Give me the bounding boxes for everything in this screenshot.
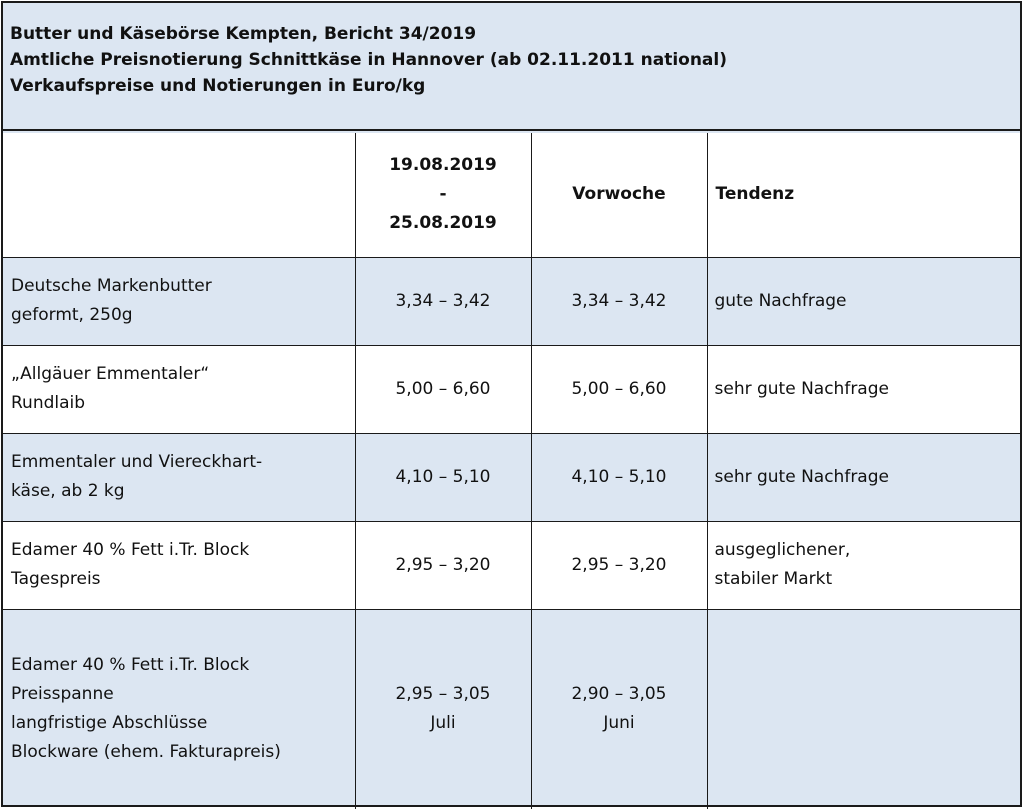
product-cell: [3, 257, 355, 345]
trend-line: gute Nachfrage: [714, 290, 847, 311]
product-cell: [3, 345, 355, 433]
trend-line: stabiler Markt: [714, 569, 833, 589]
table-header-row: [3, 133, 1020, 257]
trend-cell: [707, 433, 1020, 521]
product-cell: [3, 433, 355, 521]
report-unit-note: Verkaufspreise und Notierungen in Euro/kg: [10, 76, 426, 96]
previous-price: 3,34 – 3,42: [531, 257, 707, 345]
product-line: Rundlaib: [11, 393, 86, 413]
product-line: Edamer 40 % Fett i.Tr. Block: [11, 655, 250, 676]
product-line: käse, ab 2 kg: [11, 481, 125, 501]
product-line: Preisspanne: [11, 684, 114, 705]
trend-cell: [707, 345, 1020, 433]
period-separator: -: [439, 184, 447, 205]
previous-price: 5,00 – 6,60: [531, 345, 707, 433]
price-report-table-frame: [1, 1, 1022, 807]
price-range: 2,90 – 3,05: [571, 684, 667, 705]
current-price: 5,00 – 6,60: [355, 345, 531, 433]
product-line: Emmentaler und Viereckhart-: [11, 452, 263, 472]
period-to: 25.08.2019: [389, 213, 497, 234]
table-row: [3, 345, 1020, 433]
report-subtitle: Amtliche Preisnotierung Schnittkäse in Hannover (ab 02.11.2011 national): [10, 50, 728, 70]
product-line: geformt, 250g: [11, 305, 133, 325]
report-header: [3, 3, 1020, 131]
product-line: langfristige Abschlüsse: [11, 713, 208, 734]
report-title: Butter und Käsebörse Kempten, Bericht 34/2019: [10, 24, 477, 44]
header-period-cell: [355, 133, 531, 257]
product-line: Tagespreis: [11, 569, 101, 589]
product-cell: [3, 521, 355, 609]
price-range: 2,95 – 3,05: [395, 684, 491, 705]
header-trend: Tendenz: [707, 133, 1020, 257]
current-price: 4,10 – 5,10: [355, 433, 531, 521]
price-table: [3, 133, 1020, 809]
trend-line: sehr gute Nachfrage: [714, 378, 889, 399]
trend-line: ausgeglichener,: [714, 540, 851, 560]
header-product-cell: [3, 133, 355, 257]
previous-price: 4,10 – 5,10: [531, 433, 707, 521]
previous-price: [531, 609, 707, 809]
product-line: Deutsche Markenbutter: [11, 276, 212, 296]
price-month: Juni: [603, 713, 635, 734]
table-row: [3, 521, 1020, 609]
previous-price: 2,95 – 3,20: [531, 521, 707, 609]
current-price: 2,95 – 3,20: [355, 521, 531, 609]
price-month: Juli: [430, 713, 456, 734]
product-cell: [3, 609, 355, 809]
trend-cell: [707, 257, 1020, 345]
product-line: Blockware (ehem. Fakturapreis): [11, 742, 281, 763]
header-previous-week: Vorwoche: [531, 133, 707, 257]
trend-cell: [707, 521, 1020, 609]
product-line: Edamer 40 % Fett i.Tr. Block: [11, 540, 250, 560]
trend-cell: [707, 609, 1020, 809]
table-row: [3, 257, 1020, 345]
product-line: „Allgäuer Emmentaler“: [11, 364, 210, 384]
trend-line: sehr gute Nachfrage: [714, 466, 889, 487]
current-price: [355, 609, 531, 809]
table-row: [3, 609, 1020, 809]
period-from: 19.08.2019: [389, 155, 497, 176]
table-row: [3, 433, 1020, 521]
current-price: 3,34 – 3,42: [355, 257, 531, 345]
